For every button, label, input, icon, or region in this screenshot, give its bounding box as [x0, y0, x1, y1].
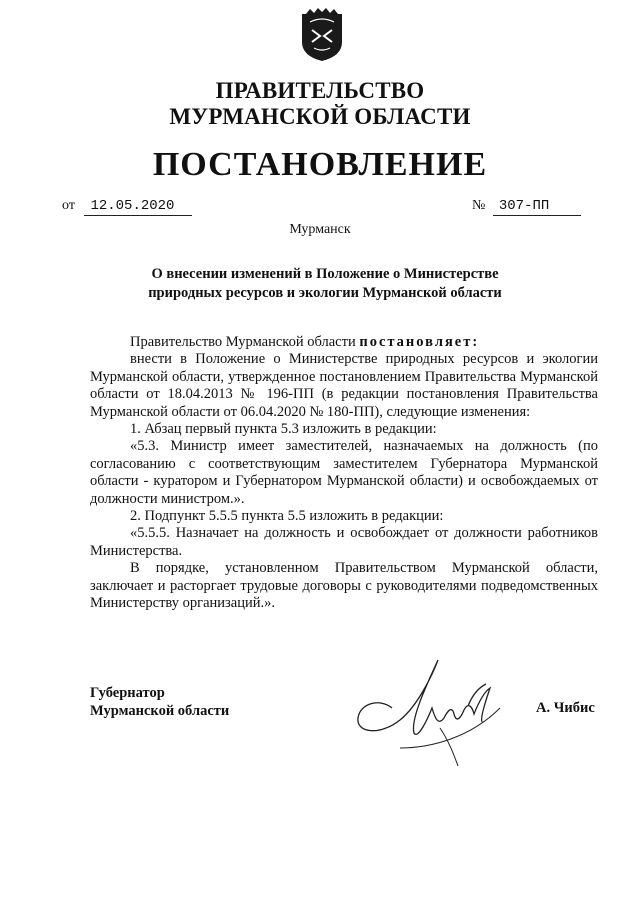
signatory-position [90, 684, 229, 720]
paragraph-1: внести в Положение о Министерстве природных ресурсов и экологии Мурманской области, утвержденное постановлением Правительства Мурманской области от 18.04.2013 № 196-ПП (в редакции постановления Правительства Мурманской области от 06.04.2020 № 180-ПП), следующие изменения: [90, 351, 598, 420]
document-type: ПОСТАНОВЛЕНИЕ [152, 146, 488, 183]
paragraph-2: 1. Абзац первый пункта 5.3 изложить в редакции: [130, 421, 437, 438]
paragraph-4: 2. Подпункт 5.5.5 пункта 5.5 изложить в редакции: [130, 508, 444, 525]
subject-line2: природных ресурсов и экологии Мурманской области [148, 285, 502, 301]
government-title-line1: ПРАВИТЕЛЬСТВО [215, 78, 425, 103]
signatory-position-line2: Мурманской области [90, 703, 230, 719]
number-row [472, 198, 581, 216]
government-title-line2: МУРМАНСКОЙ ОБЛАСТИ [169, 104, 471, 129]
document-subject [60, 265, 590, 303]
number-value: 307-ПП [493, 198, 581, 216]
intro-paragraph [90, 334, 598, 351]
coat-of-arms-icon [300, 8, 344, 62]
date-label: от [62, 198, 75, 213]
handwritten-signature [340, 648, 530, 768]
date-row [62, 198, 192, 216]
subject-line1: О внесении изменений в Положение о Министерстве [151, 266, 499, 282]
paragraph-3: «5.3. Министр имеет заместителей, назначаемых на должность (по согласованию с соответствующим заместителем Губернатора Мурманской области - куратором и Губернатором Мурманской области) и освобождаемых от должности министром.». [90, 438, 598, 507]
document-body [90, 334, 598, 613]
intro-verb: постановляет: [359, 334, 480, 350]
intro-prefix: Правительство Мурманской области [130, 334, 360, 350]
signatory-name: А. Чибис [536, 700, 595, 716]
city: Мурманск [289, 222, 351, 237]
date-value: 12.05.2020 [84, 198, 192, 216]
number-label: № [472, 198, 486, 213]
paragraph-5: «5.5.5. Назначает на должность и освобождает от должности работников Министерства. [90, 525, 598, 559]
signatory-position-line1: Губернатор [90, 685, 165, 701]
paragraph-6: В порядке, установленном Правительством Мурманской области, заключает и расторгает трудовые договоры с руководителями подведомственных Министерству организаций.». [90, 560, 598, 612]
government-title [0, 78, 640, 130]
